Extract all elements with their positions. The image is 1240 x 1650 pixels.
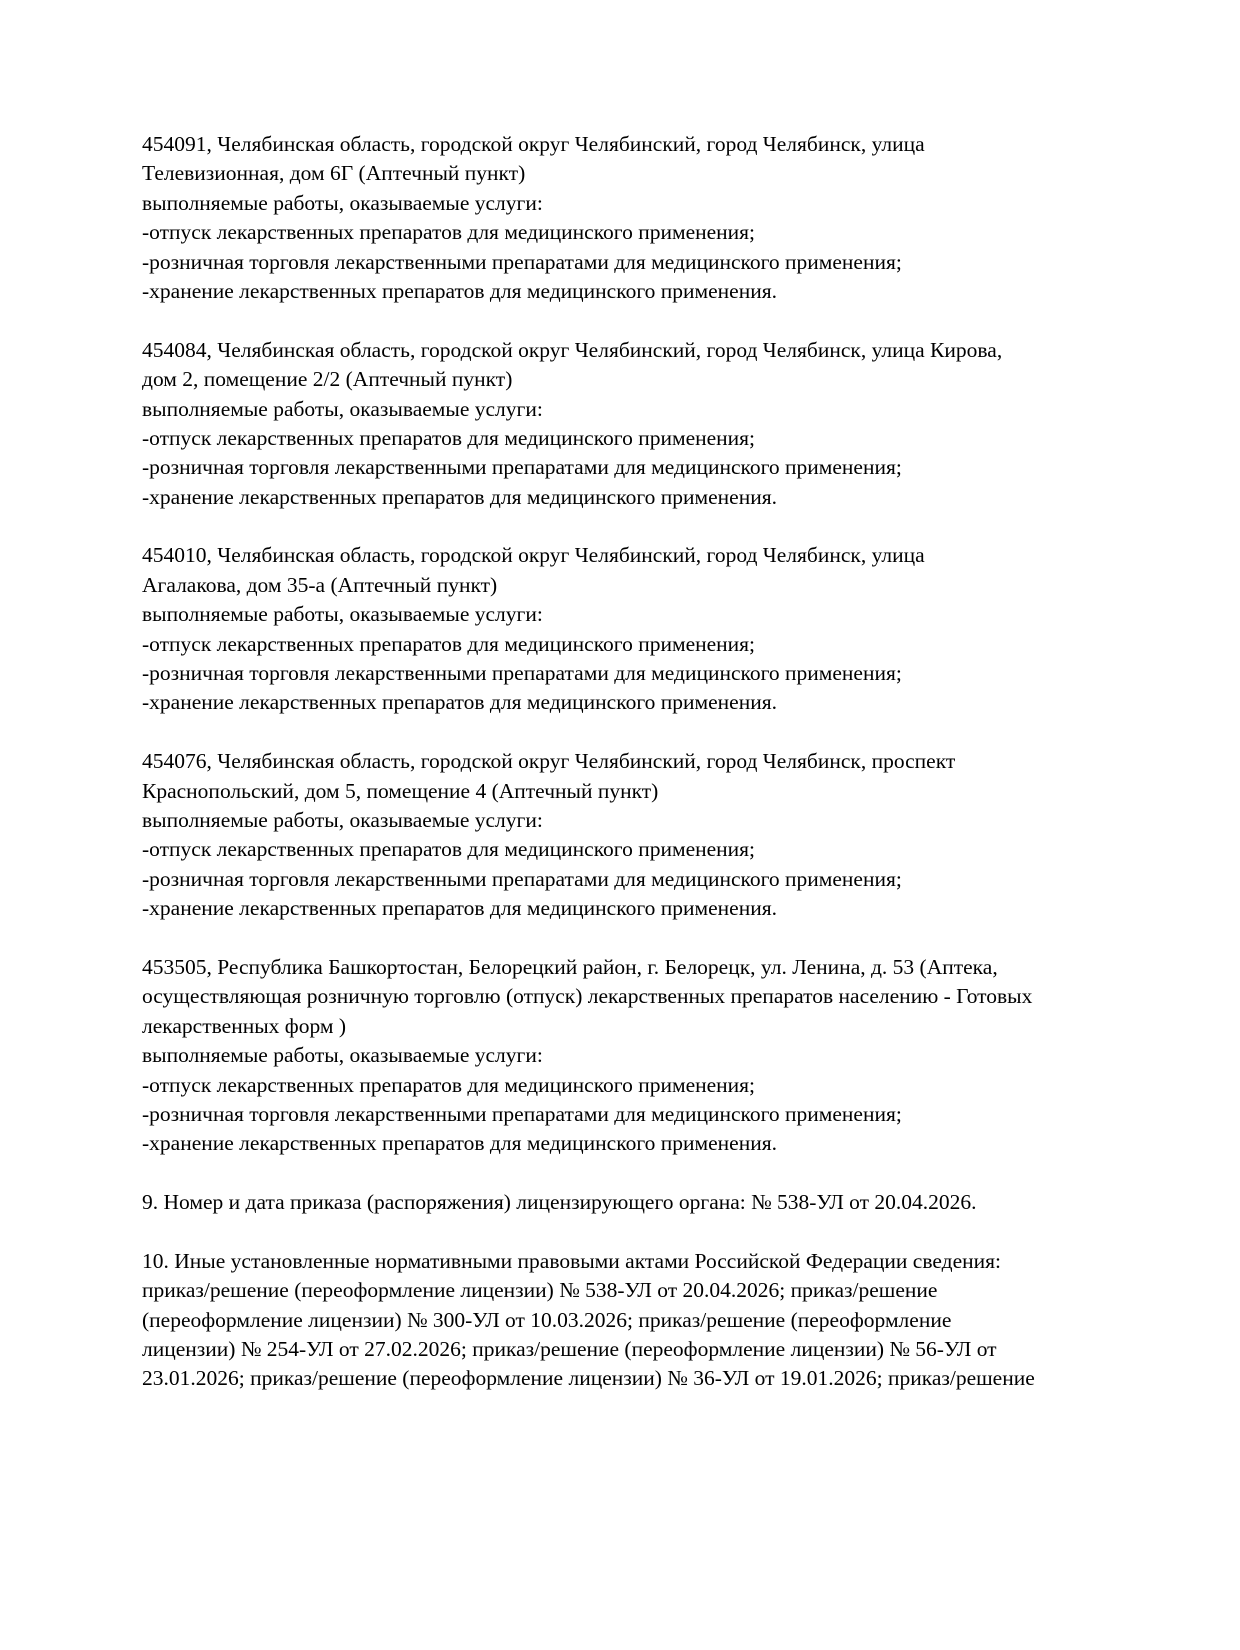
entry-address-line: 454076, Челябинская область, городской округ Челябинский, город Челябинск, проспект	[142, 749, 956, 774]
entry-address-line: 454010, Челябинская область, городской округ Челябинский, город Челябинск, улица	[142, 543, 925, 568]
other-info-line: 10. Иные установленные нормативными правовыми актами Российской Федерации сведения:	[142, 1248, 1001, 1273]
entry-service-item: -розничная торговля лекарственными препаратами для медицинского применения;	[142, 1101, 902, 1126]
entry-service-item: -отпуск лекарственных препаратов для медицинского применения;	[142, 837, 756, 862]
entry-address-line: Телевизионная, дом 6Г (Аптечный пункт)	[142, 161, 526, 186]
entry-address-line: осуществляющая розничную торговлю (отпуск) лекарственных препаратов населению - Готовых	[142, 984, 1033, 1009]
entry-service-item: -отпуск лекарственных препаратов для медицинского применения;	[142, 220, 756, 245]
entry-service-item: -отпуск лекарственных препаратов для медицинского применения;	[142, 631, 756, 656]
entry-address-line: Агалакова, дом 35-а (Аптечный пункт)	[142, 572, 498, 597]
entry-address-line: 454091, Челябинская область, городской округ Челябинский, город Челябинск, улица	[142, 132, 925, 156]
entry-service-item: -розничная торговля лекарственными препаратами для медицинского применения;	[142, 249, 902, 274]
order-number-section	[142, 1188, 1152, 1217]
other-info-line: приказ/решение (переоформление лицензии) № 538-УЛ от 20.04.2026; приказ/решение	[142, 1278, 938, 1303]
other-info-section	[142, 1247, 1152, 1394]
entry-address-line: лекарственных форм )	[142, 1013, 347, 1038]
entry-service-item: -хранение лекарственных препаратов для медицинского применения.	[142, 278, 777, 303]
other-info-line: (переоформление лицензии) № 300-УЛ от 10.03.2026; приказ/решение (переоформление	[142, 1307, 952, 1332]
entry-address-line: 453505, Республика Башкортостан, Белорецкий район, г. Белорецк, ул. Ленина, д. 53 (Аптека,	[142, 954, 998, 979]
license-address-entry	[142, 953, 1152, 1159]
license-address-entry	[142, 541, 1152, 717]
license-address-entry	[142, 130, 1152, 306]
entry-service-item: -отпуск лекарственных препаратов для медицинского применения;	[142, 1072, 756, 1097]
entry-service-item: -розничная торговля лекарственными препаратами для медицинского применения;	[142, 455, 902, 480]
entry-services-heading: выполняемые работы, оказываемые услуги:	[142, 396, 543, 421]
entry-address-line: Краснопольский, дом 5, помещение 4 (Аптечный пункт)	[142, 778, 659, 803]
other-info-line: 23.01.2026; приказ/решение (переоформление лицензии) № 36-УЛ от 19.01.2026; приказ/решение	[142, 1366, 1035, 1391]
entry-service-item: -розничная торговля лекарственными препаратами для медицинского применения;	[142, 866, 902, 891]
entry-services-heading: выполняемые работы, оказываемые услуги:	[142, 190, 543, 215]
entry-services-heading: выполняемые работы, оказываемые услуги:	[142, 1043, 543, 1068]
entry-service-item: -отпуск лекарственных препаратов для медицинского применения;	[142, 425, 756, 450]
entry-services-heading: выполняемые работы, оказываемые услуги:	[142, 807, 543, 832]
entry-service-item: -хранение лекарственных препаратов для медицинского применения.	[142, 690, 777, 715]
document-body	[142, 130, 1152, 1423]
license-address-entry	[142, 336, 1152, 512]
license-address-entry	[142, 747, 1152, 923]
entry-service-item: -розничная торговля лекарственными препаратами для медицинского применения;	[142, 661, 902, 686]
entry-service-item: -хранение лекарственных препаратов для медицинского применения.	[142, 896, 777, 921]
entry-address-line: дом 2, помещение 2/2 (Аптечный пункт)	[142, 367, 513, 392]
entry-address-line: 454084, Челябинская область, городской округ Челябинский, город Челябинск, улица Кирова,	[142, 337, 1003, 362]
entry-service-item: -хранение лекарственных препаратов для медицинского применения.	[142, 1131, 777, 1156]
entry-services-heading: выполняемые работы, оказываемые услуги:	[142, 602, 543, 627]
entry-service-item: -хранение лекарственных препаратов для медицинского применения.	[142, 484, 777, 509]
other-info-line: лицензии) № 254-УЛ от 27.02.2026; приказ/решение (переоформление лицензии) № 56-УЛ от	[142, 1337, 997, 1362]
order-number-line: 9. Номер и дата приказа (распоряжения) лицензирующего органа: № 538-УЛ от 20.04.2026.	[142, 1190, 977, 1215]
